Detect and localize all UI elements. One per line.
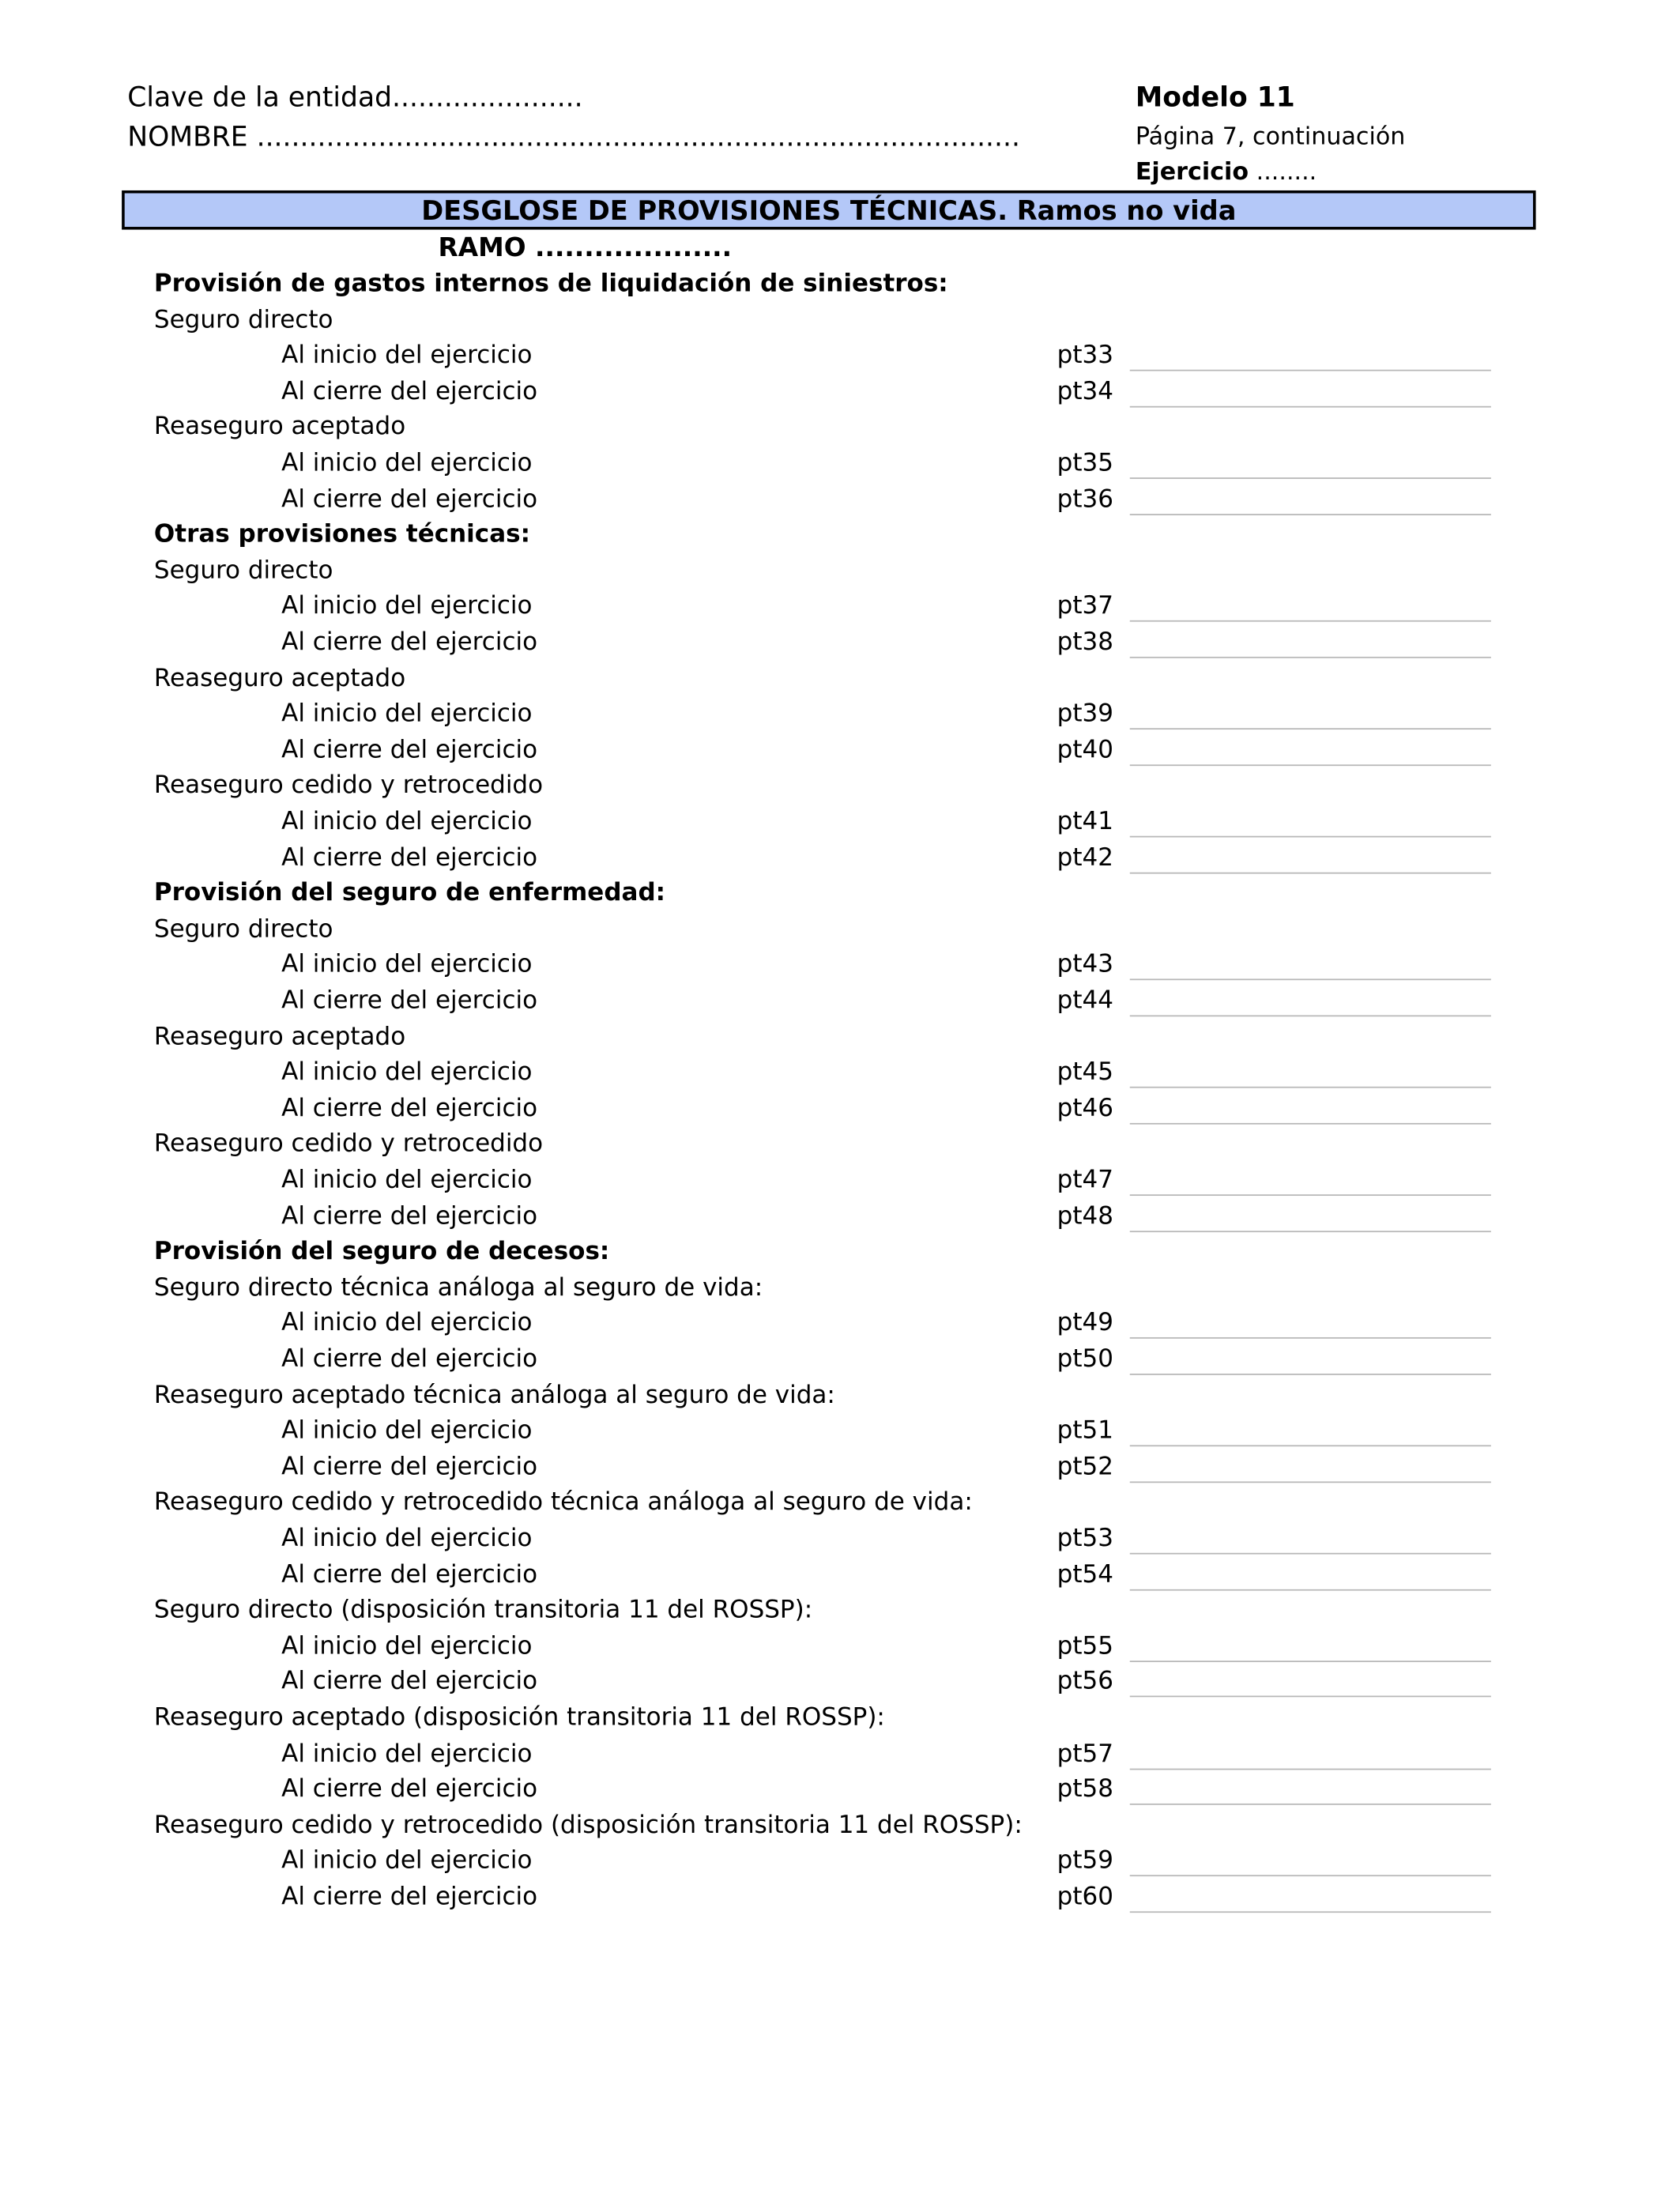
- modelo-label: Modelo 11: [1135, 81, 1295, 114]
- amount-field-pt42[interactable]: [1130, 846, 1491, 873]
- row-label: Al cierre del ejercicio: [281, 628, 538, 657]
- pagina-label: Página 7, continuación: [1135, 123, 1406, 152]
- section-heading: Provisión de gastos internos de liquidación de siniestros:: [153, 270, 948, 299]
- amount-field-pt41[interactable]: [1130, 811, 1491, 838]
- row-label: Al inicio del ejercicio: [281, 808, 533, 836]
- row-label: Al inicio del ejercicio: [281, 1417, 533, 1446]
- row-code: pt36: [1057, 485, 1113, 514]
- row-label: Al cierre del ejercicio: [281, 1095, 538, 1123]
- row-label: Al cierre del ejercicio: [281, 987, 538, 1016]
- nombre-line: NOMBRE ........................................................................................: [127, 120, 1021, 153]
- row-code: pt54: [1057, 1560, 1113, 1589]
- row-code: pt55: [1057, 1632, 1113, 1661]
- row-label: Al cierre del ejercicio: [281, 1453, 538, 1482]
- row-code: pt35: [1057, 449, 1113, 478]
- row-code: pt37: [1057, 593, 1113, 621]
- amount-field-pt60[interactable]: [1130, 1886, 1491, 1913]
- row-code: pt59: [1057, 1847, 1113, 1875]
- clave-entidad: Clave de la entidad......................: [127, 81, 583, 114]
- row-label: Al cierre del ejercicio: [281, 843, 538, 873]
- row-code: pt42: [1057, 843, 1113, 873]
- amount-field-pt49[interactable]: [1130, 1313, 1491, 1340]
- row-label: Al inicio del ejercicio: [281, 1847, 533, 1875]
- group-heading: Reaseguro cedido y retrocedido: [153, 1130, 544, 1159]
- ramo-label: RAMO ....................: [438, 233, 733, 264]
- row-label: Al cierre del ejercicio: [281, 1345, 538, 1374]
- row-code: pt47: [1057, 1166, 1113, 1195]
- group-heading: Reaseguro aceptado: [153, 1023, 406, 1051]
- amount-field-pt55[interactable]: [1130, 1635, 1491, 1662]
- section-title-box: DESGLOSE DE PROVISIONES TÉCNICAS. Ramos no vida: [122, 190, 1535, 230]
- amount-field-pt34[interactable]: [1130, 381, 1491, 408]
- amount-field-pt53[interactable]: [1130, 1528, 1491, 1555]
- amount-field-pt43[interactable]: [1130, 954, 1491, 981]
- row-code: pt49: [1057, 1310, 1113, 1338]
- row-label: Al inicio del ejercicio: [281, 449, 533, 478]
- row-code: pt38: [1057, 628, 1113, 657]
- row-label: Al inicio del ejercicio: [281, 1525, 533, 1553]
- row-code: pt52: [1057, 1453, 1113, 1482]
- group-heading: Reaseguro cedido y retrocedido: [153, 771, 544, 801]
- row-code: pt48: [1057, 1202, 1113, 1231]
- row-code: pt51: [1057, 1417, 1113, 1446]
- amount-field-pt39[interactable]: [1130, 703, 1491, 730]
- row-label: Al inicio del ejercicio: [281, 1632, 533, 1661]
- amount-field-pt59[interactable]: [1130, 1850, 1491, 1877]
- amount-field-pt52[interactable]: [1130, 1456, 1491, 1483]
- row-code: pt60: [1057, 1883, 1113, 1912]
- section-heading: Provisión del seguro de decesos:: [153, 1238, 610, 1266]
- ejercicio-dots: ........: [1256, 158, 1317, 187]
- row-code: pt39: [1057, 700, 1113, 729]
- group-heading: Reaseguro aceptado (disposición transitoria 11 del ROSSP):: [153, 1704, 885, 1732]
- row-label: Al inicio del ejercicio: [281, 1740, 533, 1768]
- amount-field-pt44[interactable]: [1130, 990, 1491, 1017]
- group-heading: Reaseguro aceptado: [153, 413, 406, 442]
- row-code: pt56: [1057, 1668, 1113, 1697]
- row-label: Al cierre del ejercicio: [281, 1883, 538, 1912]
- row-code: pt50: [1057, 1345, 1113, 1374]
- row-label: Al inicio del ejercicio: [281, 593, 533, 621]
- row-code: pt44: [1057, 987, 1113, 1016]
- group-heading: Seguro directo (disposición transitoria 11 del ROSSP):: [153, 1596, 813, 1625]
- row-label: Al inicio del ejercicio: [281, 341, 533, 371]
- row-label: Al inicio del ejercicio: [281, 700, 533, 729]
- row-code: pt46: [1057, 1095, 1113, 1123]
- row-code: pt33: [1057, 341, 1113, 371]
- amount-field-pt37[interactable]: [1130, 596, 1491, 623]
- section-heading: Provisión del seguro de enfermedad:: [153, 879, 666, 908]
- row-label: Al inicio del ejercicio: [281, 1310, 533, 1338]
- row-code: pt43: [1057, 951, 1113, 980]
- group-heading: Reaseguro aceptado técnica análoga al seguro de vida:: [153, 1381, 835, 1410]
- amount-field-pt35[interactable]: [1130, 452, 1491, 479]
- row-label: Al cierre del ejercicio: [281, 736, 538, 764]
- row-label: Al cierre del ejercicio: [281, 1668, 538, 1697]
- row-label: Al inicio del ejercicio: [281, 1166, 533, 1195]
- amount-field-pt57[interactable]: [1130, 1743, 1491, 1770]
- amount-field-pt45[interactable]: [1130, 1061, 1491, 1088]
- row-code: pt57: [1057, 1740, 1113, 1768]
- amount-field-pt36[interactable]: [1130, 488, 1491, 515]
- group-heading: Reaseguro cedido y retrocedido técnica análoga al seguro de vida:: [153, 1489, 973, 1517]
- group-heading: Seguro directo: [153, 915, 333, 944]
- row-code: pt41: [1057, 808, 1113, 836]
- row-label: Al cierre del ejercicio: [281, 1560, 538, 1589]
- row-code: pt53: [1057, 1525, 1113, 1553]
- amount-field-pt38[interactable]: [1130, 631, 1491, 658]
- row-label: Al cierre del ejercicio: [281, 377, 538, 406]
- amount-field-pt40[interactable]: [1130, 739, 1491, 766]
- amount-field-pt46[interactable]: [1130, 1098, 1491, 1125]
- group-heading: Seguro directo: [153, 306, 333, 334]
- group-heading: Reaseguro cedido y retrocedido (disposición transitoria 11 del ROSSP):: [153, 1811, 1023, 1840]
- amount-field-pt58[interactable]: [1130, 1778, 1491, 1805]
- row-code: pt34: [1057, 377, 1113, 406]
- ejercicio-label: Ejercicio: [1135, 158, 1249, 187]
- amount-field-pt47[interactable]: [1130, 1169, 1491, 1196]
- row-label: Al inicio del ejercicio: [281, 1058, 533, 1088]
- row-label: Al cierre del ejercicio: [281, 1775, 538, 1804]
- section-heading: Otras provisiones técnicas:: [153, 521, 530, 549]
- row-label: Al inicio del ejercicio: [281, 951, 533, 980]
- amount-field-pt33[interactable]: [1130, 345, 1491, 371]
- amount-field-pt54[interactable]: [1130, 1563, 1491, 1590]
- group-heading: Seguro directo técnica análoga al seguro de vida:: [153, 1273, 763, 1302]
- group-heading: Seguro directo: [153, 556, 333, 586]
- row-label: Al cierre del ejercicio: [281, 485, 538, 514]
- ejercicio-line: [1136, 158, 1317, 186]
- group-heading: Reaseguro aceptado: [153, 664, 406, 693]
- amount-field-pt50[interactable]: [1130, 1348, 1491, 1375]
- row-label: Al cierre del ejercicio: [281, 1202, 538, 1231]
- amount-field-pt56[interactable]: [1130, 1671, 1491, 1698]
- row-code: pt58: [1057, 1775, 1113, 1804]
- row-code: pt40: [1057, 736, 1113, 764]
- amount-field-pt51[interactable]: [1130, 1420, 1491, 1447]
- row-code: pt45: [1057, 1058, 1113, 1088]
- amount-field-pt48[interactable]: [1130, 1205, 1491, 1232]
